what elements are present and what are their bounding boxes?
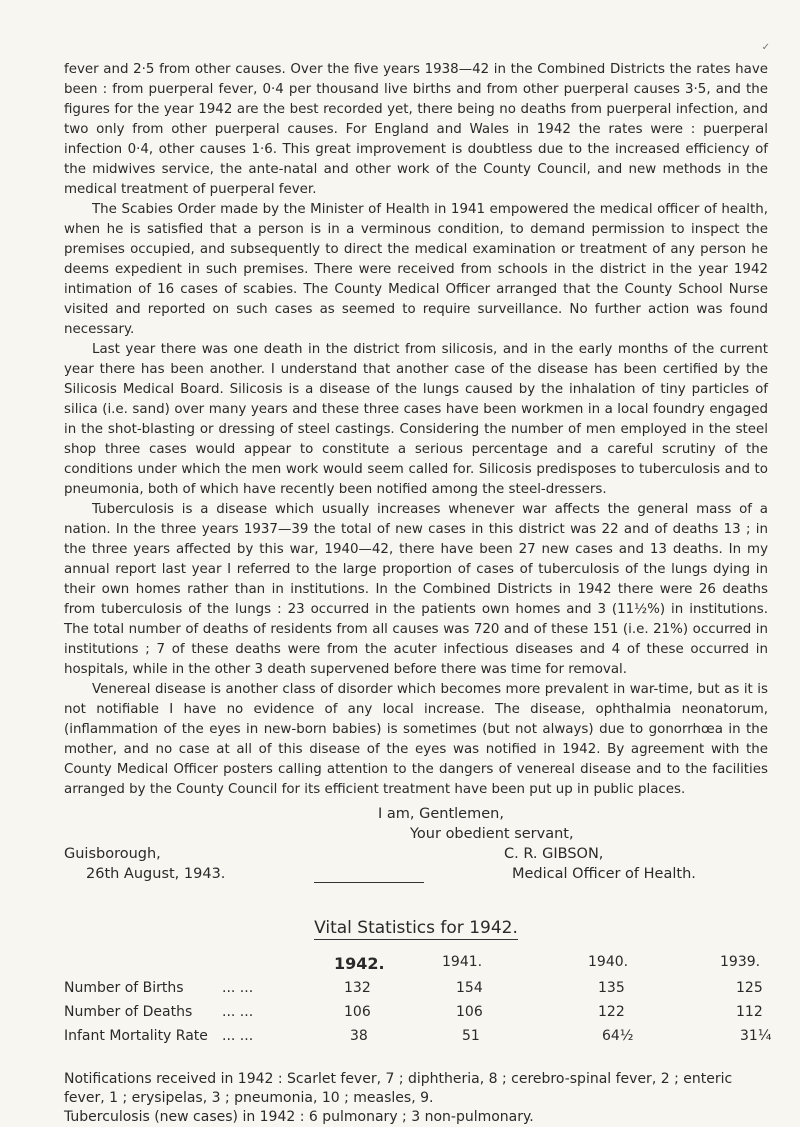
row-label-infant-mortality: Infant Mortality Rate (64, 1028, 208, 1044)
tuberculosis-cases-text: Tuberculosis (new cases) in 1942 : 6 pulmonary ; 3 non-pulmonary. (64, 1109, 534, 1125)
row-dots: ... ... (222, 980, 254, 996)
cell-deaths-1942: 106 (344, 1004, 371, 1020)
row-label-births: Number of Births (64, 980, 184, 996)
cell-deaths-1940: 122 (598, 1004, 625, 1020)
cell-births-1939: 125 (736, 980, 763, 996)
stats-table (64, 942, 772, 1070)
year-header-1940: 1940. (588, 954, 629, 970)
paragraph-scabies: The Scabies Order made by the Minister of Health in 1941 empowered the medical officer of health, when he is satisfied that a person is in a verminous condition, to demand permission to inspect the premises occupied, and subsequently to direct the medical examination or treatment of any person he deems expedient in such premises. There were received from schools in the district in the year 1942 intimation of 16 cases of scabies. The County Medical Officer arranged that the County School Nurse visited and reported on such cases as seemed to require surveillance. No further action was found necessary. (64, 202, 768, 337)
closing-title: Medical Officer of Health. (512, 866, 696, 882)
cell-deaths-1941: 106 (456, 1004, 483, 1020)
paragraph-silicosis: Last year there was one death in the district from silicosis, and in the early months of the current year there has been another. I understand that another case of the disease has been certified by the Silicosis Medical Board. Silicosis is a disease of the lungs caused by the inhalation of tiny particles of silica (i.e. sand) over many years and these three cases have been workmen in a local foundry engaged in the shot-blasting or dressing of steel castings. Considering the number of men employed in the steel shop three cases would appear to constitute a serious percentage and a careful scrutiny of the conditions under which the men work would seem called for. Silicosis predisposes to tuberculosis and to pneumonia, both of which have recently been notified among the steel-dressers. (64, 342, 768, 497)
cell-imr-1942: 38 (350, 1028, 368, 1044)
row-label-deaths: Number of Deaths (64, 1004, 193, 1020)
year-header-1941: 1941. (442, 954, 483, 970)
cell-imr-1940: 64½ (602, 1028, 634, 1044)
stats-notes (64, 1070, 768, 1127)
year-header-1942: 1942. (334, 954, 385, 973)
row-dots: ... ... (222, 1028, 254, 1044)
cell-births-1942: 132 (344, 980, 371, 996)
cell-imr-1941: 51 (462, 1028, 480, 1044)
cell-births-1940: 135 (598, 980, 625, 996)
notifications-text: Notifications received in 1942 : Scarlet fever, 7 ; diphtheria, 8 ; cerebro-spinal fever, 2 ; enteric fever, 1 ; erysipelas, 3 ; pneumonia, 10 ; measles, 9. (64, 1071, 733, 1106)
year-header-1939: 1939. (720, 954, 761, 970)
signature-rule (314, 882, 424, 883)
closing-date: 26th August, 1943. (86, 866, 226, 882)
cell-births-1941: 154 (456, 980, 483, 996)
cell-imr-1939: 31¼ (740, 1028, 772, 1044)
document-page (64, 60, 772, 1127)
row-dots: ... ... (222, 1004, 254, 1020)
paragraph-tuberculosis: Tuberculosis is a disease which usually increases whenever war affects the general mass of a nation. In the three years 1937—39 the total of new cases in this district was 22 and of deaths 13 ; in the three years affected by this war, 1940—42, there have been 27 new cases and 13 deaths. In my annual report last year I referred to the large proportion of cases of tuberculosis of the lungs dying in their own homes rather than in institutions. In the Combined Districts in 1942 there were 26 deaths from tuberculosis of the lungs : 23 occurred in the patients own homes and 3 (11½%) in institutions. The total number of deaths of residents from all causes was 720 and of these 151 (i.e. 21%) occurred in institutions ; 7 of these deaths were from the acuter infectious diseases and 4 of these occurred in hospitals, while in the other 3 death supervened before there was time for removal. (64, 502, 768, 677)
cell-deaths-1939: 112 (736, 1004, 763, 1020)
closing-place: Guisborough, (64, 846, 161, 862)
closing-signature (64, 800, 768, 900)
stats-title: Vital Statistics for 1942. (314, 918, 518, 938)
paragraph-puerperal: fever and 2·5 from other causes. Over the five years 1938—42 in the Combined Districts the rates have been : from puerperal fever, 0·4 per thousand live births and from other puerperal causes 3·5, and the figures for the year 1942 are the best recorded yet, there being no deaths from puerperal infection, and two only from other puerperal causes. For England and Wales in 1942 the rates were : puerperal infection 0·4, other causes 1·6. This great improvement is doubtless due to the increased efficiency of the midwives service, the ante-natal and other work of the County Council, and new methods in the medical treatment of puerperal fever. (64, 62, 768, 197)
paragraph-venereal: Venereal disease is another class of disorder which becomes more prevalent in war-time, but as it is not notifiable I have no evidence of any local increase. The disease, ophthalmia neonatorum, (inflammation of the eyes in new-born babies) is sometimes (but not always) due to gonorrhœa in the mother, and no case at all of this disease of the eyes was notified in 1942. By agreement with the County Medical Officer posters calling attention to the dangers of venereal disease and to the facilities arranged by the County Council for its efficient treatment have been put up in public places. (64, 682, 768, 797)
closing-servant: Your obedient servant, (410, 826, 574, 842)
margin-mark: ✓ (761, 42, 770, 53)
closing-name: C. R. GIBSON, (504, 846, 604, 862)
closing-salutation: I am, Gentlemen, (378, 806, 504, 822)
